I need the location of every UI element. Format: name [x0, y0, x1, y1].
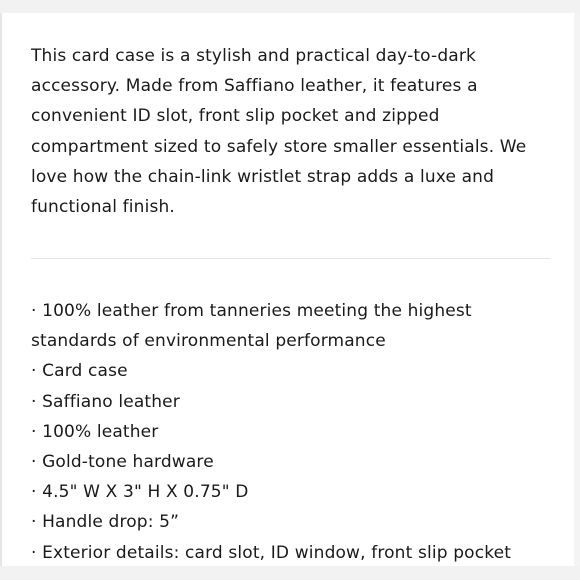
detail-item: · Card case — [31, 361, 128, 382]
detail-item: · Gold-tone hardware — [31, 452, 214, 473]
left-border — [0, 13, 2, 566]
right-border — [574, 13, 580, 566]
bottom-edge — [0, 566, 580, 580]
detail-item: · 100% leather from tanneries meeting the highest standards of environmental performance — [31, 301, 472, 352]
detail-item: · Exterior details: card slot, ID window, front slip pocket — [31, 542, 512, 563]
detail-item: · Handle drop: 5” — [31, 512, 180, 533]
detail-item: · 100% leather — [31, 421, 159, 442]
product-details-list — [31, 296, 561, 568]
product-description-section — [31, 41, 551, 222]
product-description: This card case is a stylish and practical day-to-dark accessory. Made from Saffiano leather, it features a convenient ID slot, front slip pocket and zipped compartment sized to safely store smaller essentials. We love how the chain-link wristlet strap adds a luxe and functional finish. — [31, 46, 527, 218]
section-divider — [31, 258, 550, 259]
detail-item: · 4.5" W X 3" H X 0.75" D — [31, 482, 249, 503]
detail-item: · Saffiano leather — [31, 391, 180, 412]
top-edge — [0, 0, 580, 13]
